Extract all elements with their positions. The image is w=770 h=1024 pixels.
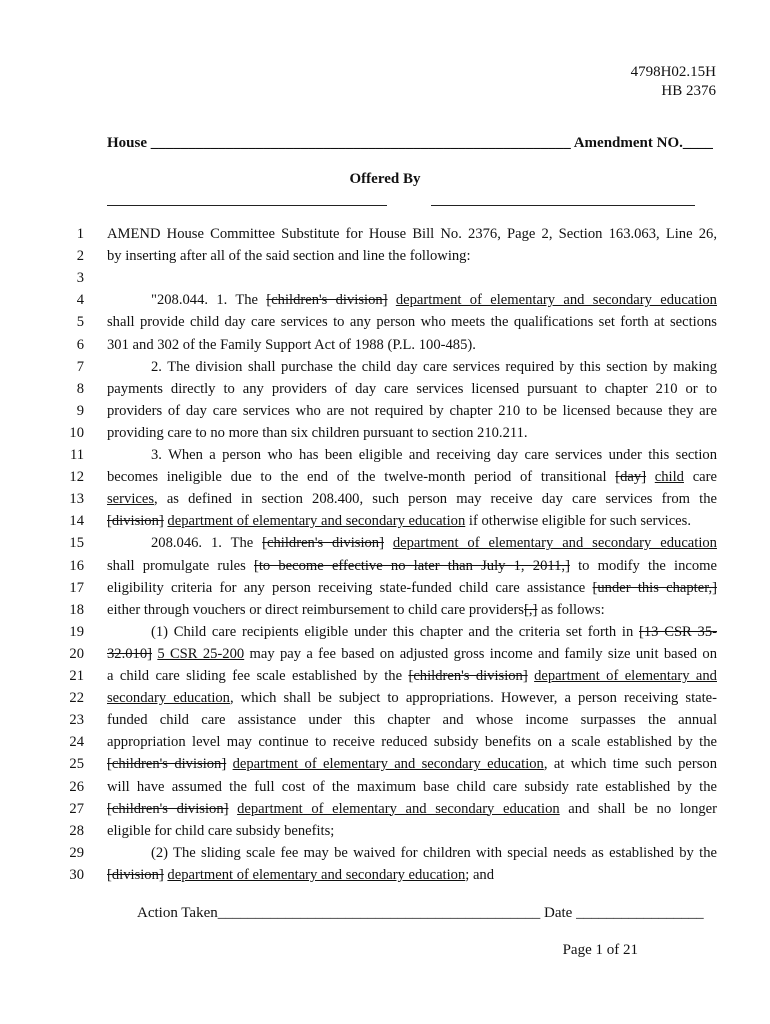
text-segment xyxy=(228,801,237,817)
text-segment: as follows: xyxy=(537,601,605,618)
line-number: 27 xyxy=(69,800,84,817)
text-segment: appropriation level may continue to receive reduced subsidy benefits on a scale established by the xyxy=(107,734,717,751)
line-number: 26 xyxy=(69,778,84,795)
text-segment xyxy=(646,469,655,485)
document-line xyxy=(0,843,770,865)
line-text xyxy=(107,668,717,685)
text-segment xyxy=(388,292,396,308)
text-segment xyxy=(384,535,393,551)
deleted-text: [13 CSR 35- xyxy=(639,623,717,640)
document-line xyxy=(0,644,770,666)
text-segment: providers of day care services who are not required by chapter 210 to be licensed because they are xyxy=(107,402,717,419)
document-line xyxy=(0,821,770,843)
line-text xyxy=(107,226,717,243)
document-line xyxy=(0,777,770,799)
line-text xyxy=(107,337,717,354)
document-line xyxy=(0,578,770,600)
document-line xyxy=(0,533,770,555)
line-number: 13 xyxy=(69,491,84,508)
document-line xyxy=(0,224,770,246)
line-text xyxy=(107,779,717,796)
document-line xyxy=(0,799,770,821)
text-segment: , at which time such person xyxy=(543,756,717,773)
inserted-text: 5 CSR 25-200 xyxy=(157,645,245,662)
document-line xyxy=(0,666,770,688)
house-amendment-line xyxy=(107,135,717,152)
text-segment: "208.044. 1. The xyxy=(151,292,267,309)
text-segment: 2. The division shall purchase the child day care services required by this section by making xyxy=(151,358,717,375)
text-segment: to modify the income xyxy=(569,557,717,574)
line-number: 2 xyxy=(76,248,84,265)
deleted-text: [children's division] xyxy=(107,800,229,817)
line-number: 12 xyxy=(69,469,84,486)
line-text xyxy=(107,646,717,663)
line-text xyxy=(107,469,717,486)
line-text xyxy=(107,381,717,398)
doc-code: 4798H02.15H xyxy=(630,64,716,80)
inserted-text: department of elementary and secondary education xyxy=(237,800,560,817)
document-line xyxy=(0,556,770,578)
document-line xyxy=(0,600,770,622)
line-number: 3 xyxy=(76,270,84,287)
text-segment: eligibility criteria for any person receiving state-funded child care assistance xyxy=(107,579,593,596)
text-segment: becomes ineligible due to the end of the twelve-month period of transitional xyxy=(107,469,616,486)
deleted-text: [day] xyxy=(615,469,647,486)
document-line xyxy=(0,511,770,533)
line-text xyxy=(107,823,717,840)
text-segment: if otherwise eligible for such services. xyxy=(465,513,691,530)
inserted-text: secondary education xyxy=(107,690,230,707)
inserted-text: department of elementary and secondary education xyxy=(232,756,544,773)
line-text xyxy=(107,801,717,818)
document-identifier xyxy=(631,63,716,101)
line-number: 16 xyxy=(69,557,84,574)
line-number: 22 xyxy=(69,690,84,707)
line-number: 20 xyxy=(69,645,84,662)
inserted-text: child xyxy=(654,469,684,486)
amendment-number: Amendment NO.____ xyxy=(573,135,713,151)
line-text xyxy=(107,513,717,530)
line-number: 1 xyxy=(76,226,84,242)
line-text xyxy=(107,712,717,729)
line-number: 8 xyxy=(76,380,84,397)
text-segment: a child care sliding fee scale established by the xyxy=(107,668,409,684)
text-segment: eligible for child care subsidy benefits; xyxy=(107,822,335,839)
line-number: 9 xyxy=(76,402,84,419)
document-line xyxy=(0,246,770,268)
document-line xyxy=(0,423,770,445)
text-segment: (1) Child care recipients eligible under this chapter and the criteria set forth in xyxy=(151,623,640,640)
offered-by-heading: Offered By xyxy=(349,171,421,187)
inserted-text: department of elementary and secondary education xyxy=(395,292,717,309)
line-number: 21 xyxy=(69,668,84,684)
line-text xyxy=(107,292,717,309)
date-blank: _________________ xyxy=(576,905,704,921)
page-number: Page 1 of 21 xyxy=(562,942,638,958)
document-line xyxy=(0,754,770,776)
line-text xyxy=(107,359,717,376)
deleted-text: [children's division] xyxy=(266,292,388,309)
line-number: 5 xyxy=(76,314,84,331)
line-number: 23 xyxy=(69,712,84,729)
sponsor-signature-line xyxy=(107,191,387,206)
line-text xyxy=(107,690,717,707)
text-segment: shall provide child day care services to any person who meets the qualifications set forth at sections xyxy=(107,314,717,331)
line-text xyxy=(107,248,717,265)
document-line xyxy=(0,467,770,489)
line-number: 30 xyxy=(69,866,84,883)
line-text xyxy=(107,580,717,597)
line-text xyxy=(107,602,717,619)
line-number: 10 xyxy=(69,424,84,441)
line-text xyxy=(107,624,717,641)
line-number: 4 xyxy=(76,292,84,309)
line-number: 19 xyxy=(69,623,84,640)
line-number: 24 xyxy=(69,734,84,751)
line-number: 11 xyxy=(69,447,84,463)
deleted-text: [children's division] xyxy=(408,668,528,684)
text-segment: shall promulgate rules xyxy=(107,557,254,574)
document-line xyxy=(0,401,770,423)
document-line xyxy=(0,357,770,379)
bill-number: HB 2376 xyxy=(661,83,716,99)
line-number: 14 xyxy=(69,513,84,530)
inserted-text: department of elementary and xyxy=(534,668,717,684)
deleted-text: [children's division] xyxy=(262,535,384,552)
text-segment: ; and xyxy=(465,866,495,883)
line-number: 7 xyxy=(76,358,84,375)
document-line xyxy=(0,268,770,290)
text-segment: care xyxy=(683,469,717,486)
text-segment: , which shall be subject to appropriations. However, a person receiving state- xyxy=(229,690,718,707)
line-number: 15 xyxy=(69,535,84,552)
line-number: 6 xyxy=(76,336,84,353)
deleted-text: [to become effective no later than July 1, 2011,] xyxy=(253,557,570,574)
line-text xyxy=(107,558,717,575)
document-line xyxy=(0,710,770,732)
deleted-text: 32.010] xyxy=(107,645,152,662)
document-line xyxy=(0,622,770,644)
text-segment: 3. When a person who has been eligible and receiving day care services under this section xyxy=(151,447,717,463)
document-line xyxy=(0,335,770,357)
action-taken-blank: ___________________________________________ xyxy=(217,905,541,921)
line-text xyxy=(107,756,717,773)
line-number: 18 xyxy=(69,601,84,618)
line-text xyxy=(107,535,717,552)
deleted-text: [division] xyxy=(107,866,164,883)
text-segment: and shall be no longer xyxy=(559,800,718,817)
inserted-text: services xyxy=(107,491,155,508)
text-segment: , as defined in section 208.400, such person may receive day care services from the xyxy=(154,491,717,508)
line-text xyxy=(107,425,717,442)
document-line xyxy=(0,445,770,467)
document-line xyxy=(0,732,770,754)
line-number: 29 xyxy=(69,844,84,861)
deleted-text: [division] xyxy=(107,513,164,530)
line-number: 17 xyxy=(69,579,84,596)
deleted-text: [under this chapter,] xyxy=(592,579,717,596)
text-segment: (2) The sliding scale fee may be waived for children with special needs as established by the xyxy=(151,844,717,861)
sponsor-district-line xyxy=(431,191,695,206)
document-line xyxy=(0,290,770,312)
house-blank: ________________________________________________________ xyxy=(150,135,571,151)
text-segment: 301 and 302 of the Family Support Act of 1988 (P.L. 100-485). xyxy=(107,336,476,353)
inserted-text: department of elementary and secondary education xyxy=(167,866,466,883)
text-segment: funded child care assistance under this chapter and whose income surpasses the annual xyxy=(107,712,717,729)
line-text xyxy=(107,314,717,331)
house-label: House xyxy=(107,135,148,151)
text-segment: AMEND House Committee Substitute for House Bill No. 2376, Page 2, Section 163.063, Line 26, xyxy=(107,226,717,242)
action-taken-line xyxy=(137,905,717,922)
line-number: 25 xyxy=(69,756,84,773)
line-text xyxy=(107,491,717,508)
text-segment: providing care to no more than six children pursuant to section 210.211. xyxy=(107,424,528,441)
deleted-text: [children's division] xyxy=(107,756,227,773)
line-text xyxy=(107,845,717,862)
text-segment: either through vouchers or direct reimbursement to child care providers xyxy=(107,601,524,618)
line-number: 28 xyxy=(69,822,84,839)
document-line xyxy=(0,489,770,511)
text-segment: payments directly to any providers of day care services licensed pursuant to chapter 210 or to xyxy=(107,380,717,397)
line-text xyxy=(107,867,717,884)
text-segment: by inserting after all of the said section and line the following: xyxy=(107,248,471,265)
inserted-text: department of elementary and secondary education xyxy=(392,535,717,552)
document-line xyxy=(0,865,770,887)
document-line xyxy=(0,688,770,710)
action-taken-label: Action Taken xyxy=(137,905,218,921)
text-segment: 208.046. 1. The xyxy=(151,535,263,552)
inserted-text: department of elementary and secondary education xyxy=(167,513,466,530)
deleted-text: [,] xyxy=(524,601,538,618)
document-line xyxy=(0,379,770,401)
line-text xyxy=(107,447,717,464)
document-line xyxy=(0,312,770,334)
text-segment: may pay a fee based on adjusted gross income and family size unit based on xyxy=(244,645,717,662)
date-label: Date xyxy=(544,905,573,921)
line-text xyxy=(107,403,717,420)
line-text xyxy=(107,734,717,751)
text-segment: will have assumed the full cost of the maximum base child care subsidy rate established by the xyxy=(107,778,717,795)
